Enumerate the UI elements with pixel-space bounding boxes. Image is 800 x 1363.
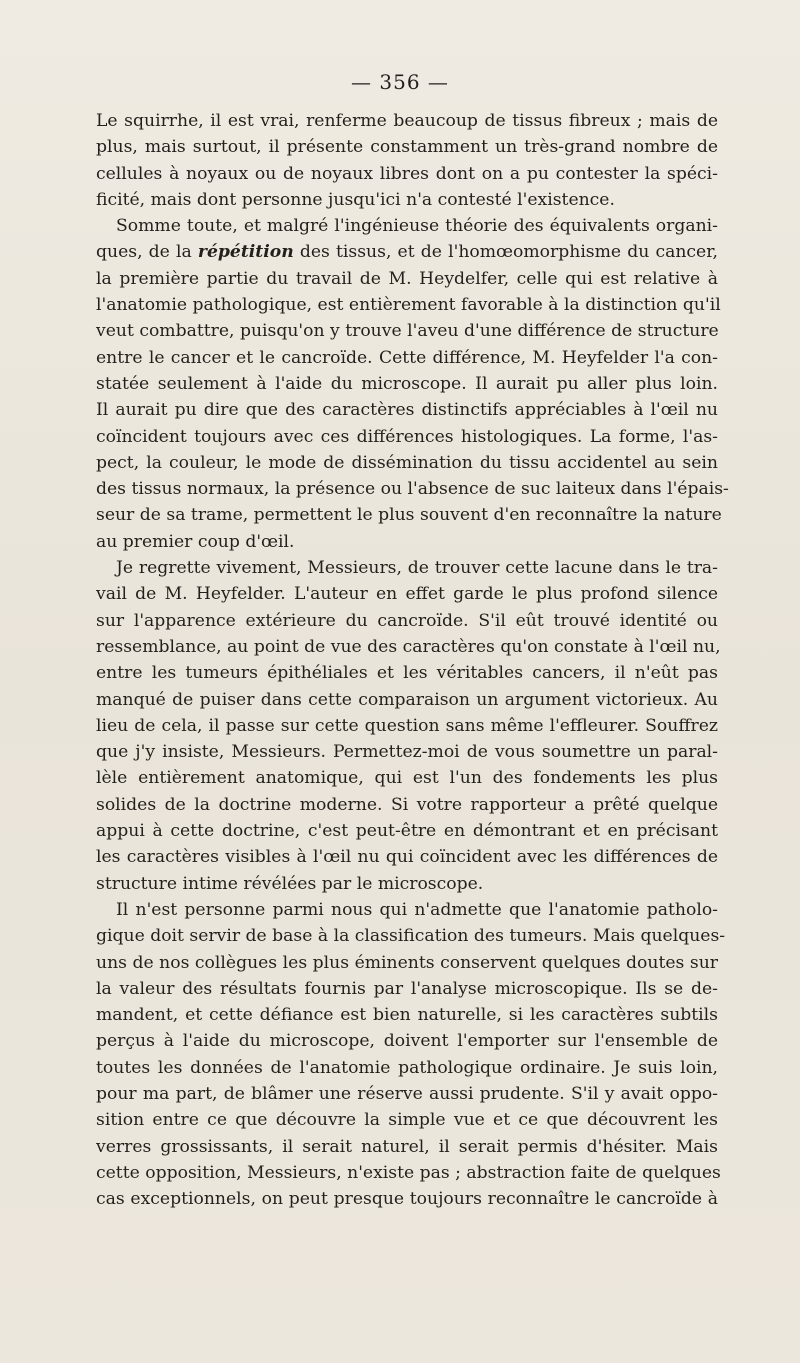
text-line: ficité, mais dont personne jusqu'ici n'a contesté l'existence. xyxy=(96,189,615,210)
text-line: lèle entièrement anatomique, qui est l'un des fondements les plus xyxy=(96,768,718,789)
text-line: les caractères visibles à l'œil nu qui coïncident avec les différences de xyxy=(96,847,718,868)
text-line: ressemblance, au point de vue des caractères qu'on constate à l'œil nu, xyxy=(96,636,721,657)
text-line: verres grossissants, il serait naturel, il serait permis d'hésiter. Mais xyxy=(96,1136,718,1157)
text-line: cas exceptionnels, on peut presque toujours reconnaître le cancroïde à xyxy=(96,1189,718,1210)
text-line: vail de M. Heyfelder. L'auteur en effet garde le plus profond silence xyxy=(96,584,718,605)
text-line: pect, la couleur, le mode de dissémination du tissu accidentel au sein xyxy=(96,452,718,473)
text-line: sur l'apparence extérieure du cancroïde. S'il eût trouvé identité ou xyxy=(96,610,718,631)
text-line: manqué de puiser dans cette comparaison un argument victorieux. Au xyxy=(96,689,718,710)
text-line: gique doit servir de base à la classification des tumeurs. Mais quelques- xyxy=(96,926,726,947)
text-line: Il aurait pu dire que des caractères distinctifs appréciables à l'œil nu xyxy=(96,400,718,421)
text-line: sition entre ce que découvre la simple vue et ce que découvrent les xyxy=(96,1110,718,1131)
text-line: que j'y insiste, Messieurs. Permettez-moi de vous soumettre un paral- xyxy=(96,742,718,763)
page-number: — 356 — xyxy=(351,70,449,94)
text-line: perçus à l'aide du microscope, doivent l'emporter sur l'ensemble de xyxy=(96,1031,718,1052)
text-line: entre le cancer et le cancroïde. Cette différence, M. Heyfelder l'a con- xyxy=(96,347,718,368)
text-line: pour ma part, de blâmer une réserve aussi prudente. S'il y avait oppo- xyxy=(96,1083,718,1104)
text-line: cette opposition, Messieurs, n'existe pas ; abstraction faite de quelques xyxy=(96,1162,721,1183)
text-line: structure intime révélées par le microscope. xyxy=(96,873,484,894)
text-line: la première partie du travail de M. Heydelfer, celle qui est relative à xyxy=(96,268,718,289)
text-line: statée seulement à l'aide du microscope. Il aurait pu aller plus loin. xyxy=(96,373,718,394)
text-line: Je regrette vivement, Messieurs, de trouver cette lacune dans le tra- xyxy=(116,558,718,579)
text-line: mandent, et cette défiance est bien naturelle, si les caractères subtils xyxy=(96,1005,718,1026)
text-line: l'anatomie pathologique, est entièrement favorable à la distinction qu'il xyxy=(96,295,721,316)
text-line: uns de nos collègues les plus éminents conservent quelques doutes sur xyxy=(96,952,718,973)
text-line: coïncident toujours avec ces différences histologiques. La forme, l'as- xyxy=(96,426,718,447)
text-line: appui à cette doctrine, c'est peut-être en démontrant et en précisant xyxy=(96,821,718,842)
text-line: plus, mais surtout, il présente constamment un très-grand nombre de xyxy=(96,137,718,158)
text-line: lieu de cela, il passe sur cette question sans même l'effleurer. Souffrez xyxy=(96,715,718,736)
text-line: au premier coup d'œil. xyxy=(96,531,295,552)
text-line: Le squirrhe, il est vrai, renferme beaucoup de tissus fibreux ; mais de xyxy=(96,111,718,131)
text-line: des tissus normaux, la présence ou l'absence de suc laiteux dans l'épais- xyxy=(96,479,729,500)
text-line: ques, de la répétition des tissus, et de l'homœomorphisme du cancer, xyxy=(96,242,718,263)
text-line: la valeur des résultats fournis par l'analyse microscopique. Ils se de- xyxy=(96,978,718,999)
text-line: toutes les données de l'anatomie pathologique ordinaire. Je suis loin, xyxy=(96,1057,718,1078)
text-line: entre les tumeurs épithéliales et les véritables cancers, il n'eût pas xyxy=(96,663,718,684)
italic-term: répétition xyxy=(197,242,294,263)
text-line: cellules à noyaux ou de noyaux libres dont on a pu contester la spéci- xyxy=(96,163,718,184)
text-line: seur de sa trame, permettent le plus souvent d'en reconnaître la nature xyxy=(96,505,722,526)
text-line: solides de la doctrine moderne. Si votre rapporteur a prêté quelque xyxy=(96,794,718,815)
body-text xyxy=(96,108,729,1212)
text-line: veut combattre, puisqu'on y trouve l'aveu d'une différence de structure xyxy=(96,321,719,342)
text-line: Somme toute, et malgré l'ingénieuse théorie des équivalents organi- xyxy=(116,216,718,237)
text-line: Il n'est personne parmi nous qui n'admette que l'anatomie patholo- xyxy=(116,899,718,920)
